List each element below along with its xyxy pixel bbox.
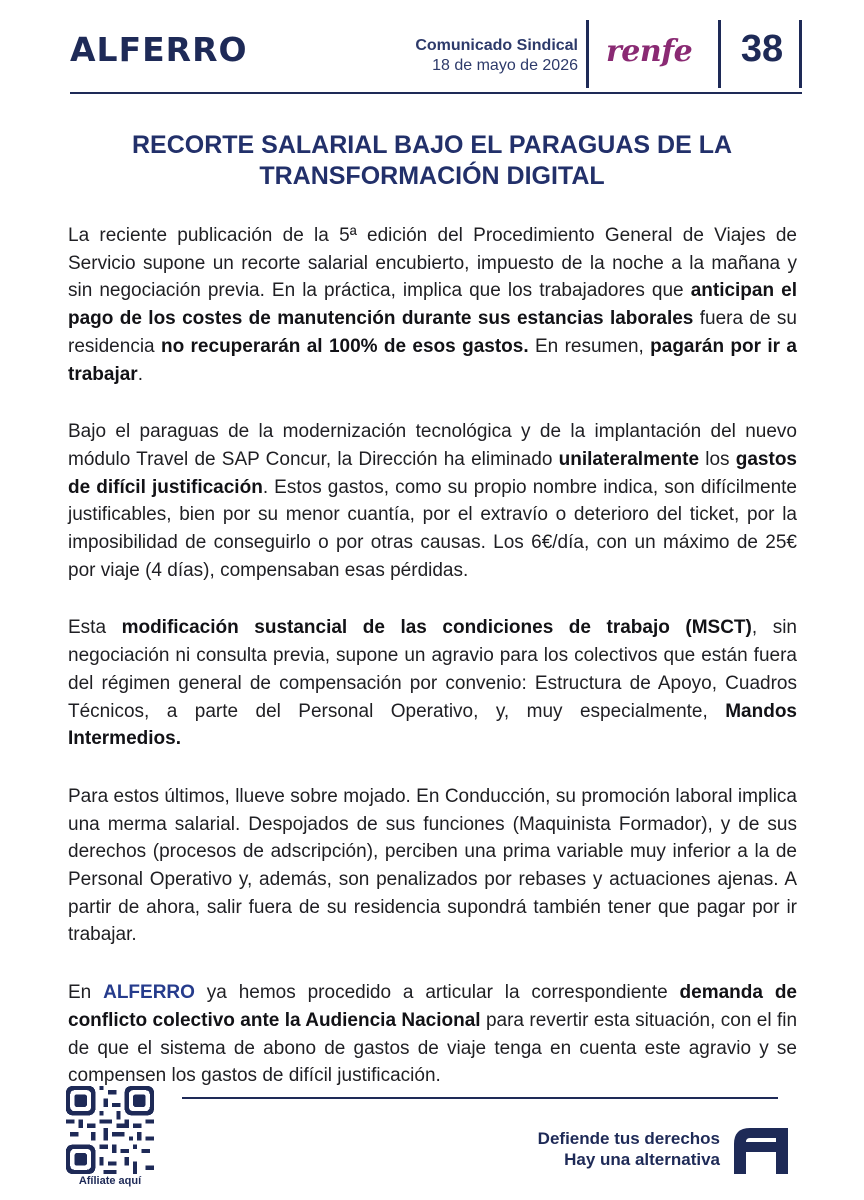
text-run: Para estos últimos, llueve sobre mojado. En Conducción, su promoción laboral implica una merma salarial. Despojados de sus funciones (Maquinista Formador), y de sus derechos (procesos de adscripción), perciben una prima variable muy inferior a la de Personal Operativo y, además, son penalizados por rebases y actuaciones ajenas. A partir de ahora, salir fuera de su residencia supondrá también tener que pagar por ir trabajar. — [68, 785, 797, 946]
document-body — [68, 222, 797, 1120]
text-run: ya hemos procedido a articular la correspondiente — [194, 982, 680, 1004]
text-run: . Estos gastos, como su propio nombre indica, son difícilmente justificables, bien por su menor cuantía, por el extravío o deterioro del ticket, por la imposibilidad de conseguirlo o por otras causas. Los 6€/día, con un máximo de 25€ por viaje (4 días), compensaban esas pérdidas. — [68, 476, 798, 581]
paragraph-3 — [68, 614, 797, 753]
paragraph-5 — [68, 979, 797, 1090]
header-divider — [718, 20, 721, 88]
renfe-logo: renfe — [606, 34, 693, 69]
header-divider — [799, 20, 802, 88]
bold-run: demanda de conflicto colectivo ante la Audiencia Nacional — [68, 982, 797, 1031]
text-run: En resumen, — [528, 335, 651, 357]
alferro-mark-icon — [730, 1124, 792, 1174]
slogan-line: Hay una alternativa — [564, 1150, 720, 1169]
issue-number: 38 — [740, 28, 784, 70]
footer-rule — [182, 1097, 778, 1099]
text-run: fuera de su residencia — [68, 308, 798, 357]
bold-run: modificación sustancial de las condiciones de trabajo (MSCT) — [121, 617, 752, 639]
header-rule — [70, 92, 802, 94]
qr-code-icon[interactable] — [66, 1086, 154, 1174]
bold-run: pagarán por ir a trabajar — [68, 335, 797, 385]
alferro-logo: ALFERRO — [70, 30, 248, 69]
title-line: RECORTE SALARIAL BAJO EL PARAGUAS DE LA — [131, 131, 733, 159]
document-title — [60, 130, 804, 192]
paragraph-2 — [68, 418, 797, 584]
slogan — [538, 1128, 720, 1170]
bold-run: gastos de difícil justificación — [68, 448, 797, 498]
brand-run: ALFERRO — [103, 982, 195, 1004]
paragraph-4 — [68, 783, 797, 949]
text-run: Esta — [68, 617, 122, 639]
paragraph-1 — [68, 222, 797, 388]
bold-run: no recuperarán al 100% de esos gastos. — [160, 335, 529, 357]
comunicado-block — [415, 36, 578, 76]
text-run: para revertir esta situación, con el fin de que el sistema de abono de gastos de viaje tenga en cuenta este agravio y se compensen los gastos de difícil justificación. — [68, 1009, 798, 1087]
bold-run: anticipan el pago de los costes de manutención durante sus estancias laborales — [68, 280, 797, 330]
qr-caption: Afíliate aquí — [78, 1175, 142, 1187]
bold-run: unilateralmente — [558, 448, 700, 470]
text-run: La reciente publicación de la 5ª edición del Procedimiento General de Viajes de Servicio supone un recorte salarial encubierto, impuesto de la noche a la mañana y sin negociación previa. En la práctica, implica que los trabajadores que — [68, 225, 797, 302]
text-run: En — [68, 982, 104, 1004]
text-run: Bajo el paraguas de la modernización tecnológica y de la implantación del nuevo módulo Travel de SAP Concur, la Dirección ha eliminado — [68, 421, 797, 470]
slogan-line: Defiende tus derechos — [537, 1129, 720, 1148]
bold-run: Mandos Intermedios. — [68, 700, 797, 750]
comunicado-date: 18 de mayo de 2026 — [432, 57, 578, 74]
document-header — [0, 0, 864, 100]
text-run: , sin negociación ni consulta previa, supone un agravio para los colectivos que están fuera del régimen general de compensación por convenio: Estructura de Apoyo, Cuadros Técnicos, a parte del Personal Operativo, y, muy especialmente, — [68, 617, 797, 722]
text-run: los — [699, 448, 736, 470]
text-run: . — [137, 363, 143, 385]
header-divider — [586, 20, 589, 88]
comunicado-label: Comunicado Sindical — [415, 37, 578, 54]
title-line: TRANSFORMACIÓN DIGITAL — [259, 162, 605, 190]
